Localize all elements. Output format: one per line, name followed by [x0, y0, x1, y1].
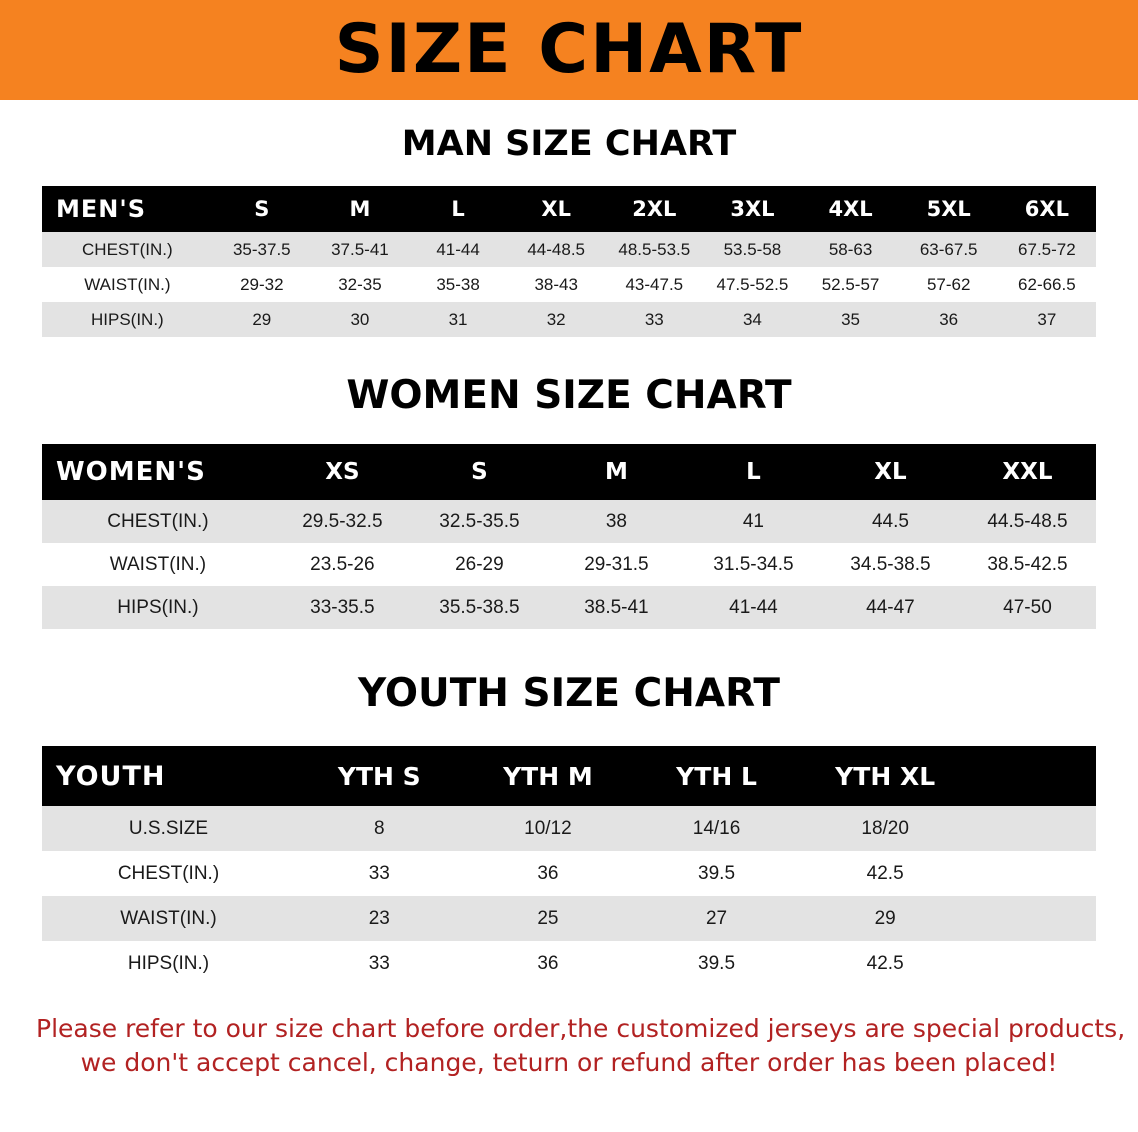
disclaimer-line-1: Please refer to our size chart before order,the customized jerseys are special products,: [36, 1014, 1126, 1043]
table-row: [42, 232, 1096, 267]
women-size-col-xxl: XXL: [959, 444, 1096, 500]
youth-size-col-xl: YTH XL: [801, 746, 970, 806]
women-row-label-chest: CHEST(IN.): [42, 500, 274, 543]
table-cell: 37.5-41: [311, 232, 409, 267]
table-header-row: [42, 444, 1096, 500]
table-cell: 38.5-41: [548, 586, 685, 629]
table-cell: 29: [801, 896, 970, 941]
table-cell: 31.5-34.5: [685, 543, 822, 586]
table-cell: 32: [507, 302, 605, 337]
table-cell: 34: [703, 302, 801, 337]
youth-table-body: [42, 806, 1096, 986]
table-cell-spacer: [969, 806, 1096, 851]
women-row-label-waist: WAIST(IN.): [42, 543, 274, 586]
table-header-row: [42, 186, 1096, 232]
table-cell: 41-44: [685, 586, 822, 629]
disclaimer-note: [36, 1012, 1126, 1080]
page-banner: [0, 0, 1138, 100]
man-size-col-4xl: 4XL: [802, 186, 900, 232]
man-table-body: [42, 232, 1096, 337]
women-row-label-hips: HIPS(IN.): [42, 586, 274, 629]
table-row: [42, 543, 1096, 586]
table-row: [42, 806, 1096, 851]
table-row: [42, 851, 1096, 896]
man-size-col-2xl: 2XL: [605, 186, 703, 232]
women-size-col-xl: XL: [822, 444, 959, 500]
man-header-label: MEN'S: [42, 186, 213, 232]
table-row: [42, 500, 1096, 543]
youth-row-label-us-size: U.S.SIZE: [42, 806, 295, 851]
women-size-col-l: L: [685, 444, 822, 500]
table-cell: 39.5: [632, 851, 801, 896]
table-cell: 52.5-57: [802, 267, 900, 302]
table-cell: 47.5-52.5: [703, 267, 801, 302]
man-table-header: [42, 186, 1096, 232]
man-table-wrapper: [0, 186, 1138, 337]
table-cell: 39.5: [632, 941, 801, 986]
table-cell: 38-43: [507, 267, 605, 302]
youth-header-spacer: [969, 746, 1096, 806]
table-cell: 29-32: [213, 267, 311, 302]
youth-row-label-waist: WAIST(IN.): [42, 896, 295, 941]
table-cell: 33-35.5: [274, 586, 411, 629]
table-cell: 62-66.5: [998, 267, 1096, 302]
women-size-col-xs: XS: [274, 444, 411, 500]
youth-size-col-m: YTH M: [464, 746, 633, 806]
man-size-col-5xl: 5XL: [900, 186, 998, 232]
table-cell: 26-29: [411, 543, 548, 586]
table-cell: 67.5-72: [998, 232, 1096, 267]
table-cell: 42.5: [801, 851, 970, 896]
table-row: [42, 302, 1096, 337]
youth-size-col-s: YTH S: [295, 746, 464, 806]
women-table-header: [42, 444, 1096, 500]
table-cell-spacer: [969, 851, 1096, 896]
table-cell: 63-67.5: [900, 232, 998, 267]
table-cell: 36: [464, 851, 633, 896]
women-section-heading: WOMEN SIZE CHART: [346, 373, 792, 418]
table-cell: 34.5-38.5: [822, 543, 959, 586]
table-cell: 58-63: [802, 232, 900, 267]
youth-size-col-l: YTH L: [632, 746, 801, 806]
table-cell: 29-31.5: [548, 543, 685, 586]
table-cell: 35-38: [409, 267, 507, 302]
man-row-label-hips: HIPS(IN.): [42, 302, 213, 337]
table-cell: 35.5-38.5: [411, 586, 548, 629]
table-cell-spacer: [969, 896, 1096, 941]
table-row: [42, 896, 1096, 941]
table-cell: 35-37.5: [213, 232, 311, 267]
table-cell: 33: [605, 302, 703, 337]
table-row: [42, 267, 1096, 302]
table-cell: 32.5-35.5: [411, 500, 548, 543]
table-cell: 27: [632, 896, 801, 941]
table-cell: 23.5-26: [274, 543, 411, 586]
women-table-body: [42, 500, 1096, 629]
table-header-row: [42, 746, 1096, 806]
table-row: [42, 586, 1096, 629]
youth-header-label: YOUTH: [42, 746, 295, 806]
table-cell: 47-50: [959, 586, 1096, 629]
table-cell-spacer: [969, 941, 1096, 986]
table-row: [42, 941, 1096, 986]
man-size-col-xl: XL: [507, 186, 605, 232]
youth-size-table: [42, 746, 1096, 986]
women-size-col-m: M: [548, 444, 685, 500]
table-cell: 41: [685, 500, 822, 543]
youth-table-wrapper: [0, 746, 1138, 986]
man-size-col-3xl: 3XL: [703, 186, 801, 232]
table-cell: 35: [802, 302, 900, 337]
table-cell: 44.5-48.5: [959, 500, 1096, 543]
man-section-heading: MAN SIZE CHART: [401, 124, 737, 164]
youth-row-label-hips: HIPS(IN.): [42, 941, 295, 986]
table-cell: 44-47: [822, 586, 959, 629]
page-title: SIZE CHART: [334, 10, 804, 89]
table-cell: 23: [295, 896, 464, 941]
table-cell: 42.5: [801, 941, 970, 986]
man-size-col-l: L: [409, 186, 507, 232]
table-cell: 30: [311, 302, 409, 337]
table-cell: 44-48.5: [507, 232, 605, 267]
table-cell: 48.5-53.5: [605, 232, 703, 267]
table-cell: 14/16: [632, 806, 801, 851]
man-size-col-m: M: [311, 186, 409, 232]
table-cell: 41-44: [409, 232, 507, 267]
man-size-col-s: S: [213, 186, 311, 232]
table-cell: 43-47.5: [605, 267, 703, 302]
man-row-label-chest: CHEST(IN.): [42, 232, 213, 267]
man-size-col-6xl: 6XL: [998, 186, 1096, 232]
table-cell: 29: [213, 302, 311, 337]
table-cell: 37: [998, 302, 1096, 337]
table-cell: 38.5-42.5: [959, 543, 1096, 586]
table-cell: 53.5-58: [703, 232, 801, 267]
table-cell: 29.5-32.5: [274, 500, 411, 543]
table-cell: 36: [900, 302, 998, 337]
table-cell: 57-62: [900, 267, 998, 302]
table-cell: 25: [464, 896, 633, 941]
women-table-wrapper: [0, 444, 1138, 629]
table-cell: 31: [409, 302, 507, 337]
table-cell: 38: [548, 500, 685, 543]
table-cell: 32-35: [311, 267, 409, 302]
disclaimer-line-2: we don't accept cancel, change, teturn or refund after order has been placed!: [80, 1047, 1058, 1077]
table-cell: 33: [295, 941, 464, 986]
youth-section-heading: YOUTH SIZE CHART: [358, 671, 780, 716]
youth-table-header: [42, 746, 1096, 806]
women-size-col-s: S: [411, 444, 548, 500]
women-size-table: [42, 444, 1096, 629]
man-size-table: [42, 186, 1096, 337]
table-cell: 8: [295, 806, 464, 851]
table-cell: 18/20: [801, 806, 970, 851]
table-cell: 10/12: [464, 806, 633, 851]
table-cell: 36: [464, 941, 633, 986]
youth-row-label-chest: CHEST(IN.): [42, 851, 295, 896]
table-cell: 33: [295, 851, 464, 896]
man-row-label-waist: WAIST(IN.): [42, 267, 213, 302]
table-cell: 44.5: [822, 500, 959, 543]
women-header-label: WOMEN'S: [42, 444, 274, 500]
